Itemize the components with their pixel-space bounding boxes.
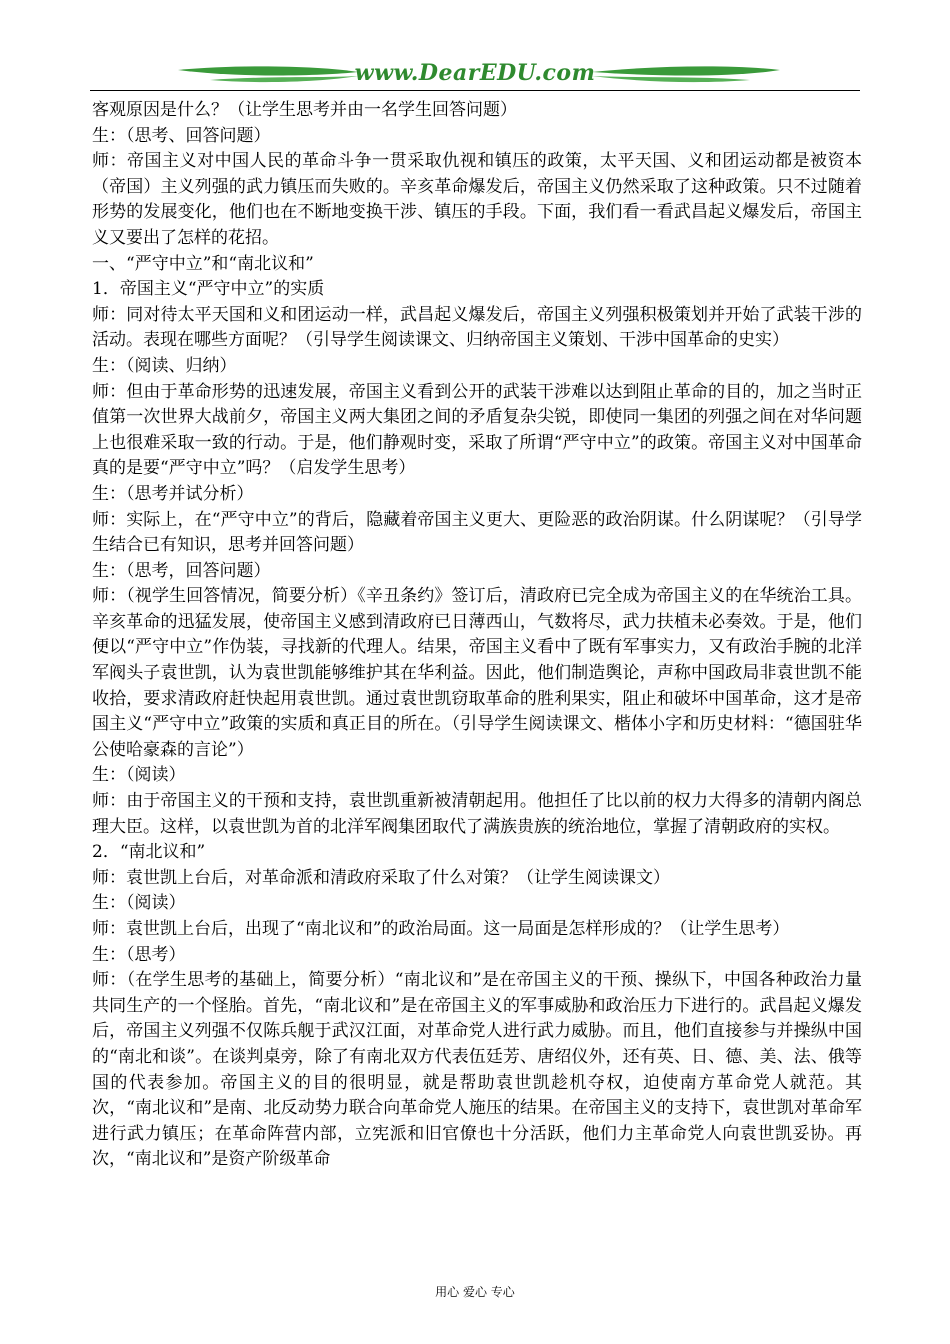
subsection-heading: 1．帝国主义“严守中立”的实质 (92, 279, 325, 300)
paragraph: 师：（在学生思考的基础上，简要分析）“南北议和”是在帝国主义的干预、操纵下，中国各种政治力量共同生产的一个怪胎。首先，“南北议和”是在帝国主义的军事威胁和政治压力下进行的。武昌起义爆发后，帝国主义列强不仅陈兵舰于武汉江面，对革命党人进行武力威胁。而且，他们直接参与并操纵中国的“南北和谈”。在谈判桌旁，除了有南北双方代表伍廷芳、唐绍仪外，还有英、日、德、美、法、俄等国的代表参加。帝国主义的目的很明显，就是帮助袁世凯趁机夺权，迫使南方革命党人就范。其次，“南北议和”是南、北反动势力联合向革命党人施压的结果。在帝国主义的支持下，袁世凯对革命军进行武力镇压；在革命阵营内部，立宪派和旧官僚也十分活跃，他们力主革命党人向袁世凯妥协。再次，“南北议和”是资产阶级革命 (92, 970, 862, 1170)
paragraph: 师：但由于革命形势的迅速发展，帝国主义看到公开的武装干涉难以达到阻止革命的目的，加之当时正值第一次世界大战前夕，帝国主义两大集团之间的矛盾复杂尖锐，即使同一集团的列强之间在对华问题上也很难采取一致的行动。于是，他们静观时变，采取了所谓“严守中立”的政策。帝国主义对中国革命真的是要“严守中立”吗？（启发学生思考） (92, 381, 862, 479)
paragraph: 师：实际上，在“严守中立”的背后，隐藏着帝国主义更大、更险恶的政治阴谋。什么阴谋呢？（引导学生结合已有知识，思考并回答问题） (92, 509, 862, 556)
section-heading: 一、“严守中立”和“南北议和” (92, 253, 314, 274)
paragraph: 生：（阅读） (92, 765, 186, 786)
paragraph: 师：同对待太平天国和义和团运动一样，武昌起义爆发后，帝国主义列强积极策划并开始了武装干涉的活动。表现在哪些方面呢？（引导学生阅读课文、归纳帝国主义策划、干涉中国革命的史实） (92, 304, 862, 351)
paragraph: 生：（思考、回答问题） (92, 125, 271, 146)
site-header-banner (90, 56, 860, 92)
paragraph: 师：（视学生回答情况，简要分析）《辛丑条约》签订后，清政府已完全成为帝国主义的在华统治工具。辛亥革命的迅猛发展，使帝国主义感到清政府已日薄西山，气数将尽，武力扶植未必奏效。于是，他们便以“严守中立”作伪装，寻找新的代理人。结果，帝国主义看中了既有军事实力，又有政治手腕的北洋军阀头子袁世凯，认为袁世凯能够维护其在华利益。因此，他们制造舆论，声称中国政局非袁世凯不能收拾，要求清政府赶快起用袁世凯。通过袁世凯窃取革命的胜利果实，阻止和破坏中国革命，这才是帝国主义“严守中立”政策的实质和真正目的所在。（引导学生阅读课文、楷体小字和历史材料：“德国驻华公使哈豪森的言论”） (92, 586, 862, 760)
paragraph: 生：（阅读） (92, 893, 186, 914)
subsection-heading: 2．“南北议和” (92, 842, 206, 863)
site-url[interactable]: www.DearEDU.com (354, 60, 596, 86)
paragraph: 师：袁世凯上台后，对革命派和清政府采取了什么对策？（让学生阅读课文） (92, 867, 670, 888)
paragraph: 客观原因是什么？（让学生思考并由一名学生回答问题） (92, 100, 517, 120)
paragraph: 生：（思考并试分析） (92, 483, 254, 504)
paragraph: 生：（思考） (92, 944, 186, 965)
document-body (92, 98, 862, 1173)
page-footer: 用心 爱心 专心 (435, 1285, 515, 1299)
paragraph: 生：（思考，回答问题） (92, 560, 271, 581)
header-divider (90, 90, 860, 91)
paragraph: 生：（阅读、归纳） (92, 355, 237, 376)
paragraph: 师：由于帝国主义的干预和支持，袁世凯重新被清朝起用。他担任了比以前的权力大得多的清朝内阁总理大臣。这样，以袁世凯为首的北洋军阀集团取代了满族贵族的统治地位，掌握了清朝政府的实权。 (92, 791, 862, 837)
paragraph: 师：帝国主义对中国人民的革命斗争一贯采取仇视和镇压的政策，太平天国、义和团运动都是被资本（帝国）主义列强的武力镇压而失败的。辛亥革命爆发后，帝国主义仍然采取了这种政策。只不过随着形势的发展变化，他们也在不断地变换干涉、镇压的手段。下面，我们看一看武昌起义爆发后，帝国主义又要出了怎样的花招。 (92, 151, 862, 248)
paragraph: 师：袁世凯上台后，出现了“南北议和”的政治局面。这一局面是怎样形成的？（让学生思考） (92, 919, 790, 939)
